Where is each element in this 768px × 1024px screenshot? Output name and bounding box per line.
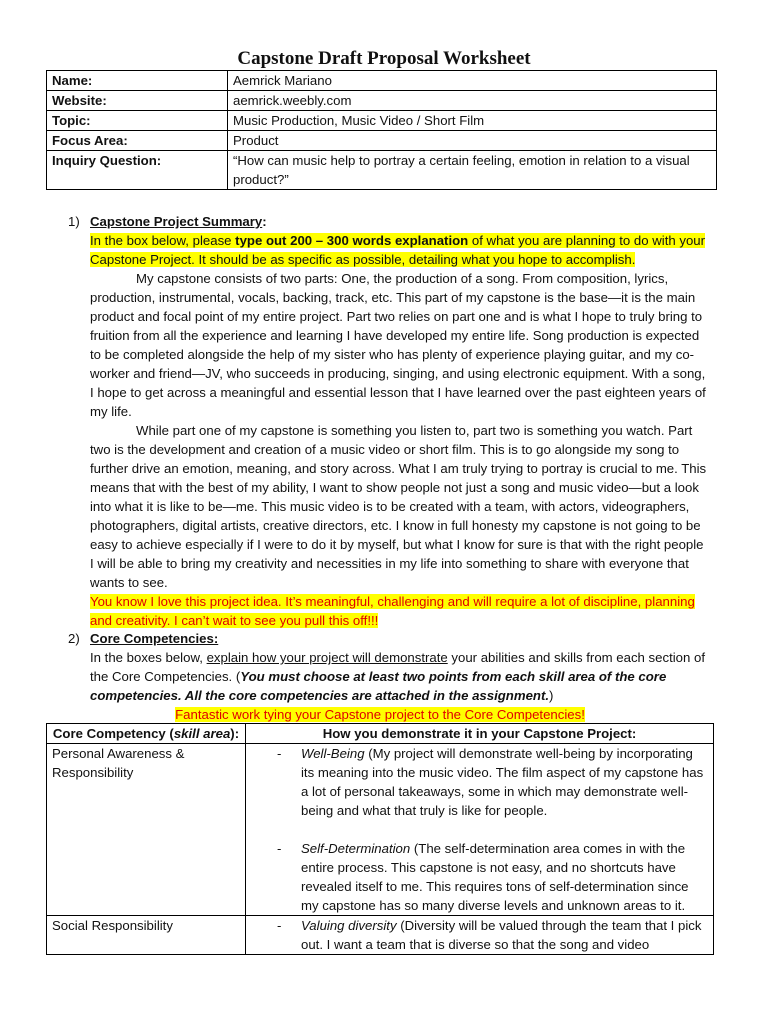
core-instr-underline: explain how your project will demonstrate (206, 650, 448, 665)
inquiry-value: “How can music help to portray a certain feeling, emotion in relation to a visual product?” (228, 151, 717, 190)
website-value: aemrick.weebly.com (228, 91, 717, 111)
core-feedback: Fantastic work tying your Capstone project to the Core Competencies! (175, 707, 585, 722)
bullet-term: Self-Determination (301, 841, 411, 856)
core-instr-bolditalic: You must choose at least two points from each skill area of the core competencies. All the core competencies are attached in the assignment. (90, 669, 667, 703)
competency-table (46, 723, 714, 955)
summary-heading-colon: : (262, 214, 267, 229)
info-row-focus (47, 131, 717, 151)
info-table (46, 70, 717, 190)
summary-instr-bold: type out 200 – 300 words explanation (235, 233, 469, 248)
bullet-text: (The self-determination area comes in with the entire process. This capstone is not easy, and no shortcuts have revealed itself to me. This requires tons of self-determination since my capstone has so many diverse levels and unknown areas to it. (301, 841, 689, 913)
competency-bullet (251, 744, 708, 820)
bullet-dash: - (277, 746, 282, 761)
competency-row (47, 916, 714, 955)
competency-area: Personal Awareness & Responsibility (47, 744, 246, 916)
bullet-dash: - (277, 918, 282, 933)
info-row-name (47, 71, 717, 91)
bullet-text: (Diversity will be valued through the team that I pick out. I want a team that is diverse so that the song and video (301, 918, 702, 952)
inquiry-label: Inquiry Question: (47, 151, 228, 190)
bullet-term: Valuing diversity (301, 918, 397, 933)
competency-bullet (251, 839, 708, 915)
website-label: Website: (47, 91, 228, 111)
bullet-text: (My project will demonstrate well-being by incorporating its meaning into the music video. The film aspect of my capstone has a lot of personal takeaways, some in which may demonstrate well-being and what that truly is like for people. (301, 746, 704, 818)
topic-value: Music Production, Music Video / Short Film (228, 111, 717, 131)
core-instructions (90, 648, 708, 705)
focus-label: Focus Area: (47, 131, 228, 151)
summary-instr-pre: In the box below, please (90, 233, 236, 248)
core-number: 2) (68, 631, 80, 646)
core-instr-end: ) (549, 688, 554, 703)
info-row-website (47, 91, 717, 111)
summary-paragraph-1: My capstone consists of two parts: One, the production of a song. From composition, lyrics, production, instrumental, vocals, backing, track, etc. This part of my capstone is the base—it is the main product and focal point of my entire project. Part two relies on part one and is what I hope to truly bring to fruition from all the experience and learning I have developed my entire life. Song production is expected to be completed alongside the help of my sister who has plenty of experience playing guitar, and my co-worker and friend—JV, who succeeds in producing, singing, and using electronic equipment. With a song, I hope to get across a meaningful and essential lesson that I have learned over the past eighteen years of my life. (90, 271, 706, 419)
core-feedback-line (46, 705, 714, 724)
competency-row (47, 744, 714, 916)
core-section (68, 629, 708, 724)
summary-feedback-text: You know I love this project idea. It’s meaningful, challenging and will require a lot of discipline, planning and creativity. I can’t wait to see you pull this off!!! (90, 594, 695, 628)
competency-details (246, 916, 714, 955)
summary-instr-post: of what you are planning to do with your Capstone Project. It should be as specific as possible, detailing what you hope to accomplish. (90, 233, 706, 267)
competency-area: Social Responsibility (47, 916, 246, 955)
bullet-term: Well-Being (301, 746, 365, 761)
info-row-topic (47, 111, 717, 131)
name-label: Name: (47, 71, 228, 91)
info-row-inquiry (47, 151, 717, 190)
summary-number: 1) (68, 214, 80, 229)
competency-details (246, 744, 714, 916)
page-title: Capstone Draft Proposal Worksheet (237, 48, 531, 69)
competency-header-row (47, 724, 714, 744)
summary-heading-line (90, 212, 708, 231)
demonstration-col-header: How you demonstrate it in your Capstone Project: (246, 724, 714, 744)
col1-italic: skill area (173, 726, 231, 741)
competency-col-header (47, 724, 246, 744)
core-instr-mid: your abilities and skills from each section of the Core Competencies. ( (90, 650, 706, 684)
summary-paragraph-2: While part one of my capstone is something you listen to, part two is something you watch. Part two is the development and creation of a music video or short film. This is to go alongside my song to further drive an emotion, meaning, and story across. What I am truly trying to portray is crucial to me. This means that with the best of my ability, I want to show people not just a song and music video—but a look into what it is like to be—me. This music video is to be created with a team, with actors, videographers, photographers, digital artists, creative directors, etc. I know in full honesty my capstone is not going to be easy to achieve especially if I were to do it by myself, but what I know for sure is that with the right people I will be able to bring my creativity and necessities in my life into something to share with everyone that wants to see. (90, 423, 707, 590)
core-heading: Core Competencies: (90, 631, 219, 646)
summary-feedback (90, 592, 708, 630)
summary-instructions (90, 231, 708, 269)
topic-label: Topic: (47, 111, 228, 131)
core-instr-pre: In the boxes below, (90, 650, 207, 665)
focus-value: Product (228, 131, 717, 151)
summary-section (68, 212, 708, 630)
col1-pre: Core Competency ( (52, 726, 174, 741)
col1-post: ): (230, 726, 240, 741)
bullet-dash: - (277, 841, 282, 856)
competency-bullet (251, 916, 708, 954)
name-value: Aemrick Mariano (228, 71, 717, 91)
summary-heading: Capstone Project Summary (90, 214, 263, 229)
